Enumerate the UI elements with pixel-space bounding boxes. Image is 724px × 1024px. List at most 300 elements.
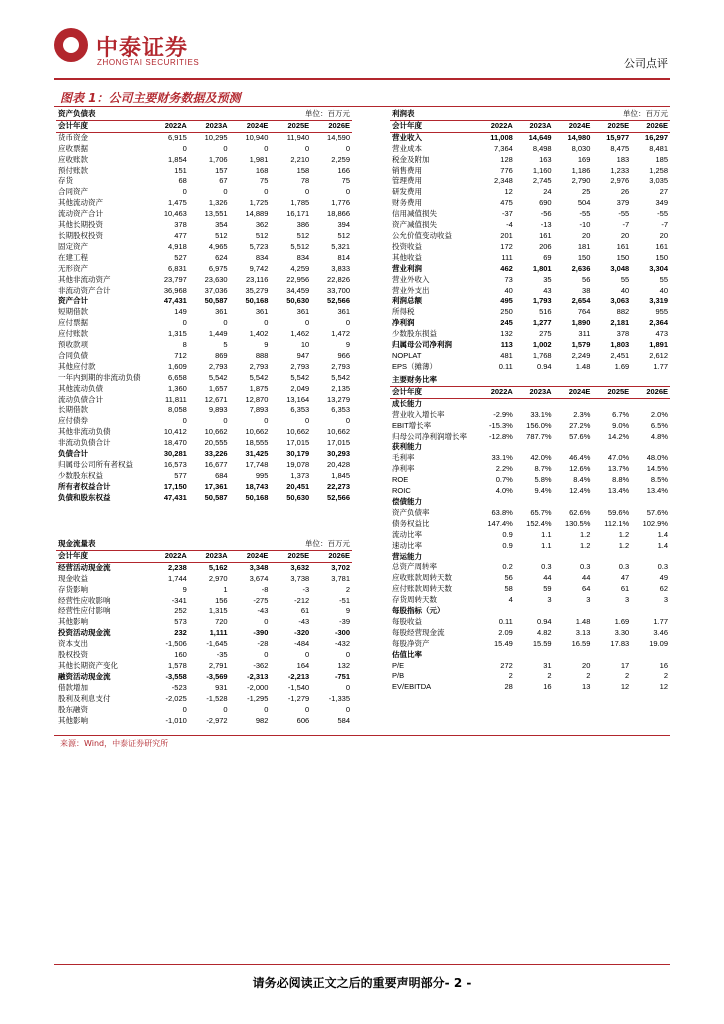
cell-value: 49: [659, 573, 668, 583]
cell-value: 14,889: [245, 209, 269, 219]
row-label: 经营性应收影响: [58, 595, 111, 605]
cell-value: 0.3: [579, 562, 591, 572]
company-logo-icon: [54, 28, 88, 62]
cell-value: 882: [616, 307, 630, 317]
cell-value: -3,569: [206, 671, 228, 681]
row-label: 其他收益: [392, 252, 422, 262]
cell-value: 31,425: [245, 449, 269, 459]
cell-value: 63.8%: [491, 507, 513, 517]
cell-value: 44: [582, 573, 591, 583]
cell-value: 16.59: [571, 638, 591, 648]
cell-value: 8,481: [649, 143, 668, 153]
table-row: [390, 209, 670, 220]
cell-value: 1.2: [618, 529, 630, 539]
table-row: [390, 132, 670, 143]
cell-value: 1.4: [657, 540, 668, 550]
row-label: 信用减值损失: [392, 209, 437, 219]
cell-value: 0: [182, 143, 187, 153]
row-label: 其他非流动资产: [58, 274, 111, 284]
cell-value: 379: [616, 198, 630, 208]
cell-value: 378: [174, 220, 187, 230]
row-label: 应付债券: [58, 416, 88, 426]
cell-value: 15.59: [532, 638, 552, 648]
cell-value: 8,058: [168, 405, 187, 415]
row-label: 长期股权投资: [58, 230, 103, 240]
cell-value: 3: [625, 595, 630, 605]
table-row: [390, 286, 670, 297]
cell-value: 1,373: [290, 470, 310, 480]
cell-value: 4.8%: [650, 431, 668, 441]
cell-value: -523: [171, 682, 187, 692]
cell-value: 19.09: [649, 638, 668, 648]
cell-value: 169: [577, 154, 591, 164]
cell-value: 0: [264, 704, 269, 714]
cell-value: 1,258: [649, 165, 668, 175]
cell-value: 2,654: [571, 296, 591, 306]
row-label: 归母公司净利润增长率: [392, 431, 467, 441]
cell-value: -362: [253, 660, 269, 670]
row-label: 股东融资: [58, 704, 88, 714]
cell-value: 1,402: [249, 329, 269, 339]
cell-value: 147.4%: [487, 518, 513, 528]
cell-value: 20: [582, 230, 591, 240]
cell-value: 73: [504, 274, 513, 284]
cell-value: 13.4%: [607, 486, 630, 496]
table-row: [56, 482, 352, 493]
income-statement-table: [390, 109, 670, 373]
cell-value: [476, 650, 515, 661]
cell-value: 8: [182, 340, 187, 350]
row-label: 获利能力: [392, 442, 422, 452]
cell-value: 1,776: [331, 198, 350, 208]
cell-value: 20,451: [286, 481, 310, 491]
cell-value: 47: [620, 573, 630, 583]
table-row: [56, 187, 352, 198]
cell-value: 17,748: [245, 460, 269, 469]
cell-value: 158: [296, 165, 310, 175]
row-label: 应付账款: [58, 329, 88, 339]
row-label: 现金收益: [58, 573, 88, 583]
cell-value: 34,459: [286, 285, 310, 295]
cell-value: 1,706: [208, 154, 228, 164]
cell-value: 47.0%: [607, 453, 630, 463]
cell-value: 1,462: [290, 329, 310, 339]
cell-value: 0.3: [541, 562, 552, 572]
table-row: [56, 639, 352, 650]
cell-value: 0: [345, 187, 350, 197]
cell-value: 0.11: [498, 361, 513, 371]
cell-value: 19,078: [286, 460, 310, 469]
cell-value: 1,277: [532, 318, 552, 328]
cell-value: 12,870: [245, 394, 269, 404]
cell-value: 56: [582, 274, 591, 284]
cell-value: 0: [264, 617, 269, 627]
cell-value: 1.1: [541, 529, 552, 539]
cell-value: 1,981: [249, 154, 269, 164]
cell-value: 606: [296, 715, 310, 725]
cell-value: 6,353: [290, 405, 310, 415]
cell-value: 1: [223, 584, 228, 594]
cell-value: 995: [255, 470, 269, 480]
cell-value: 17,150: [163, 481, 187, 491]
page-header: [0, 0, 724, 90]
row-label: 其他非流动负债: [58, 427, 111, 437]
cell-value: 23,116: [246, 274, 269, 284]
cell-value: -2,000: [247, 682, 269, 692]
row-label: 经营性应付影响: [58, 606, 111, 616]
cell-value: [554, 398, 593, 409]
cell-value: 111: [501, 252, 513, 262]
cell-value: 2,348: [494, 176, 513, 186]
cell-value: -1,279: [287, 693, 310, 703]
table-title: 资产负债表: [58, 109, 96, 118]
cell-value: 50,168: [245, 296, 269, 306]
row-label: 存货周转天数: [392, 595, 437, 605]
cell-value: 20,555: [204, 438, 228, 448]
cell-value: 577: [174, 470, 187, 480]
cell-value: 157: [215, 165, 228, 175]
cell-value: 168: [255, 165, 269, 175]
cell-value: 2,612: [649, 350, 668, 360]
row-label: P/B: [392, 671, 405, 681]
row-label: 应收账款周转天数: [392, 573, 452, 583]
cell-value: 13,279: [327, 394, 350, 404]
table-row: [56, 384, 352, 395]
row-label: 总资产周转率: [392, 562, 437, 572]
cell-value: [515, 606, 554, 617]
cell-value: 9: [264, 340, 269, 350]
row-label: 所得税: [392, 307, 415, 317]
cell-value: [515, 442, 554, 453]
column-header: 会计年度: [390, 386, 476, 398]
cell-value: 982: [255, 715, 269, 725]
cell-value: 9,893: [208, 405, 228, 415]
row-label: 管理费用: [392, 176, 422, 186]
cell-value: 9,742: [249, 263, 269, 273]
cell-value: 46.4%: [569, 453, 591, 463]
cell-value: [592, 497, 631, 508]
cell-value: 50,587: [204, 492, 228, 502]
cell-value: 712: [174, 350, 187, 360]
cell-value: 2.09: [498, 627, 513, 637]
cell-value: [631, 606, 670, 617]
table-row: [56, 596, 352, 607]
cell-value: 2,259: [331, 154, 350, 164]
column-header: 2025E: [592, 120, 631, 132]
row-label: 股利及利息支付: [58, 693, 111, 703]
cell-value: 50,630: [286, 296, 310, 306]
cell-value: 16,573: [163, 460, 187, 469]
table-row: [390, 340, 670, 351]
cell-value: -15.3%: [489, 420, 513, 430]
table-row: [390, 362, 670, 373]
row-label: 无形资产: [58, 263, 88, 273]
cell-value: -2,025: [165, 693, 187, 703]
cell-value: -39: [339, 617, 350, 627]
cell-value: 3.46: [653, 627, 668, 637]
cell-value: 527: [174, 252, 187, 262]
table-row: [390, 432, 670, 443]
table-row: [56, 329, 352, 340]
table-row: [390, 475, 670, 486]
cell-value: 5,162: [208, 562, 228, 572]
cell-value: 0: [223, 318, 228, 328]
row-label: 合同资产: [58, 187, 88, 197]
row-label: 每股净资产: [392, 638, 430, 648]
cell-value: 3.13: [575, 627, 591, 637]
table-row: [56, 296, 352, 307]
table-row: [390, 410, 670, 421]
cell-value: 2,976: [610, 176, 630, 186]
column-header: 2026E: [311, 550, 352, 562]
row-label: 经营活动现金流: [58, 562, 111, 572]
cell-value: 4,965: [208, 241, 228, 251]
cell-value: [631, 398, 670, 409]
cell-value: 40: [620, 285, 630, 295]
cell-value: [554, 442, 593, 453]
cell-value: 6,975: [208, 263, 228, 273]
cell-value: 720: [215, 617, 228, 627]
cell-value: 787.7%: [526, 431, 552, 441]
cell-value: 33.1%: [491, 453, 513, 463]
cell-value: 10,295: [204, 132, 228, 142]
cell-value: 0: [223, 416, 228, 426]
cell-value: 2.2%: [495, 464, 513, 474]
cell-value: 75: [341, 176, 350, 186]
row-label: P/E: [392, 660, 405, 670]
cell-value: 584: [337, 715, 350, 725]
table-row: [56, 672, 352, 683]
column-header: 会计年度: [56, 550, 148, 562]
cell-value: 966: [337, 350, 350, 360]
cell-value: -1,335: [328, 693, 350, 703]
section-row: [390, 497, 670, 508]
table-row: [56, 405, 352, 416]
column-header-row: [56, 120, 352, 132]
row-label: 存货影响: [58, 584, 88, 594]
table-row: [56, 585, 352, 596]
cell-value: 156.0%: [526, 420, 552, 430]
cell-value: 9.0%: [612, 420, 630, 430]
cell-value: -2,313: [247, 671, 269, 681]
cell-value: 0.9: [502, 540, 513, 550]
row-label: 其他流动负债: [58, 383, 103, 393]
cell-value: 1,744: [168, 573, 187, 583]
cell-value: 3,304: [649, 263, 668, 273]
cell-value: 0: [264, 416, 269, 426]
cell-value: 55: [659, 274, 668, 284]
cell-value: 2,181: [610, 318, 630, 328]
cell-value: 0: [182, 416, 187, 426]
cell-value: 2.0%: [650, 409, 668, 419]
cell-value: -55: [579, 209, 591, 219]
cell-value: 16,677: [204, 460, 228, 469]
cell-value: 10,940: [245, 132, 269, 142]
footer-divider: [54, 964, 670, 965]
cell-value: 13,551: [204, 209, 228, 219]
table-row: [390, 661, 670, 672]
cell-value: 1,579: [571, 340, 591, 350]
cell-value: 275: [539, 329, 552, 339]
table-row: [390, 220, 670, 231]
logo-english-text: ZHONGTAI SECURITIES: [97, 58, 200, 67]
row-label: 非流动负债合计: [58, 438, 111, 448]
table-row: [390, 231, 670, 242]
cell-value: -43: [257, 606, 269, 616]
cell-value: -1,506: [165, 639, 187, 649]
table-row: [390, 307, 670, 318]
cell-value: 5,542: [290, 372, 310, 382]
cell-value: 0.11: [498, 616, 513, 626]
cell-value: 0: [345, 143, 350, 153]
row-label: 所有者权益合计: [58, 481, 111, 491]
cell-value: 684: [215, 470, 228, 480]
row-label: 合同负债: [58, 350, 88, 360]
cell-value: 68: [178, 176, 187, 186]
table-row: [56, 307, 352, 318]
column-header: 2023A: [515, 386, 554, 398]
cell-value: 0: [223, 187, 228, 197]
cell-value: 361: [215, 307, 228, 317]
table-title-row: [390, 375, 670, 386]
column-header-row: [56, 550, 352, 562]
cell-value: 30,281: [163, 449, 187, 459]
cell-value: -390: [253, 628, 269, 638]
cell-value: 573: [174, 617, 187, 627]
cell-value: 3,319: [649, 296, 668, 306]
cell-value: 624: [215, 252, 228, 262]
cell-value: -7: [661, 220, 668, 230]
column-header: 2026E: [311, 120, 352, 132]
row-label: 偿债能力: [392, 496, 422, 506]
cell-value: 1,578: [168, 660, 187, 670]
column-header-row: [390, 386, 670, 398]
cell-value: 869: [215, 350, 228, 360]
cell-value: 3,738: [290, 573, 310, 583]
cell-value: 272: [500, 660, 513, 670]
cell-value: 1,609: [168, 361, 187, 371]
table-row: [56, 220, 352, 231]
cell-value: 1,315: [208, 606, 228, 616]
row-label: 负债和股东权益: [58, 492, 111, 502]
cell-value: 1,768: [532, 350, 552, 360]
cell-value: 2,451: [610, 350, 630, 360]
row-label: 归属母公司净利润: [392, 340, 452, 350]
cell-value: 20,428: [327, 460, 350, 469]
row-label: EV/EBITDA: [392, 682, 432, 692]
table-row: [390, 639, 670, 650]
table-row: [56, 438, 352, 449]
cell-value: 3.30: [614, 627, 630, 637]
row-label: 债务权益比: [392, 518, 430, 528]
cell-value: 473: [655, 329, 668, 339]
row-label: 预付账款: [58, 165, 88, 175]
cell-value: 1,160: [532, 165, 552, 175]
table-row: [390, 275, 670, 286]
cell-value: 15.49: [494, 638, 513, 648]
row-label: 其他影响: [58, 715, 88, 725]
cell-value: 5,542: [249, 372, 269, 382]
table-unit: 单位：百万元: [623, 109, 668, 118]
cell-value: 164: [296, 660, 310, 670]
row-label: 资产合计: [58, 296, 88, 306]
cell-value: 8.7%: [534, 464, 552, 474]
table-title-row: [56, 539, 352, 550]
cell-value: 0: [182, 318, 187, 328]
cell-value: 160: [174, 650, 187, 660]
figure-title: 图表 1：公司主要财务数据及预测: [60, 91, 241, 105]
cell-value: 475: [500, 198, 513, 208]
table-row: [390, 671, 670, 682]
row-label: 销售费用: [392, 165, 422, 175]
cell-value: 1,785: [290, 198, 310, 208]
cell-value: 834: [255, 252, 269, 262]
table-row: [56, 242, 352, 253]
table-row: [56, 617, 352, 628]
table-row: [56, 198, 352, 209]
cell-value: [592, 398, 631, 409]
cell-value: 1,793: [532, 296, 552, 306]
cell-value: 5,512: [290, 241, 310, 251]
row-label: 预收款项: [58, 340, 88, 350]
cell-value: 5,542: [331, 372, 350, 382]
section-row: [390, 650, 670, 661]
cell-value: 8,030: [571, 143, 591, 153]
cell-value: -43: [298, 617, 310, 627]
cell-value: 0: [305, 143, 310, 153]
cell-value: 12: [659, 682, 668, 692]
cell-value: 1.1: [541, 540, 552, 550]
cell-value: 1,111: [209, 628, 228, 638]
cell-value: 17,361: [204, 481, 228, 491]
cell-value: 40: [504, 285, 513, 295]
cell-value: 11,811: [164, 394, 187, 404]
cell-value: [515, 497, 554, 508]
row-label: 借款增加: [58, 682, 88, 692]
logo-chinese-text: 中泰证券: [96, 36, 189, 61]
cell-value: -2,972: [206, 715, 228, 725]
cell-value: 495: [500, 296, 513, 306]
column-header: 2026E: [631, 386, 670, 398]
cell-value: -56: [540, 209, 552, 219]
row-label: 非流动资产合计: [58, 285, 111, 295]
column-header: 2023A: [189, 550, 230, 562]
cell-value: 31: [543, 660, 552, 670]
cell-value: -13: [540, 220, 552, 230]
cell-value: 1,803: [610, 340, 630, 350]
cell-value: 504: [577, 198, 591, 208]
column-header: 2024E: [554, 120, 593, 132]
cell-value: 361: [337, 307, 350, 317]
cell-value: 1.4: [657, 529, 668, 539]
cell-value: 43: [543, 285, 552, 295]
cell-value: 1,315: [168, 329, 187, 339]
cell-value: 3,833: [331, 263, 350, 273]
cell-value: 10,662: [286, 427, 310, 437]
table-row: [56, 264, 352, 275]
row-label: 营业外支出: [392, 285, 430, 295]
row-label: EBIT增长率: [392, 420, 432, 430]
table-row: [390, 573, 670, 584]
cell-value: 4.0%: [495, 486, 513, 496]
cell-value: 7,893: [249, 405, 269, 415]
cell-value: 61: [300, 606, 310, 616]
cell-value: 516: [539, 307, 552, 317]
cell-value: 2,636: [571, 263, 591, 273]
cell-value: 0.7%: [495, 475, 513, 485]
cell-value: 2,790: [571, 176, 591, 186]
row-label: 公允价值变动收益: [392, 230, 452, 240]
